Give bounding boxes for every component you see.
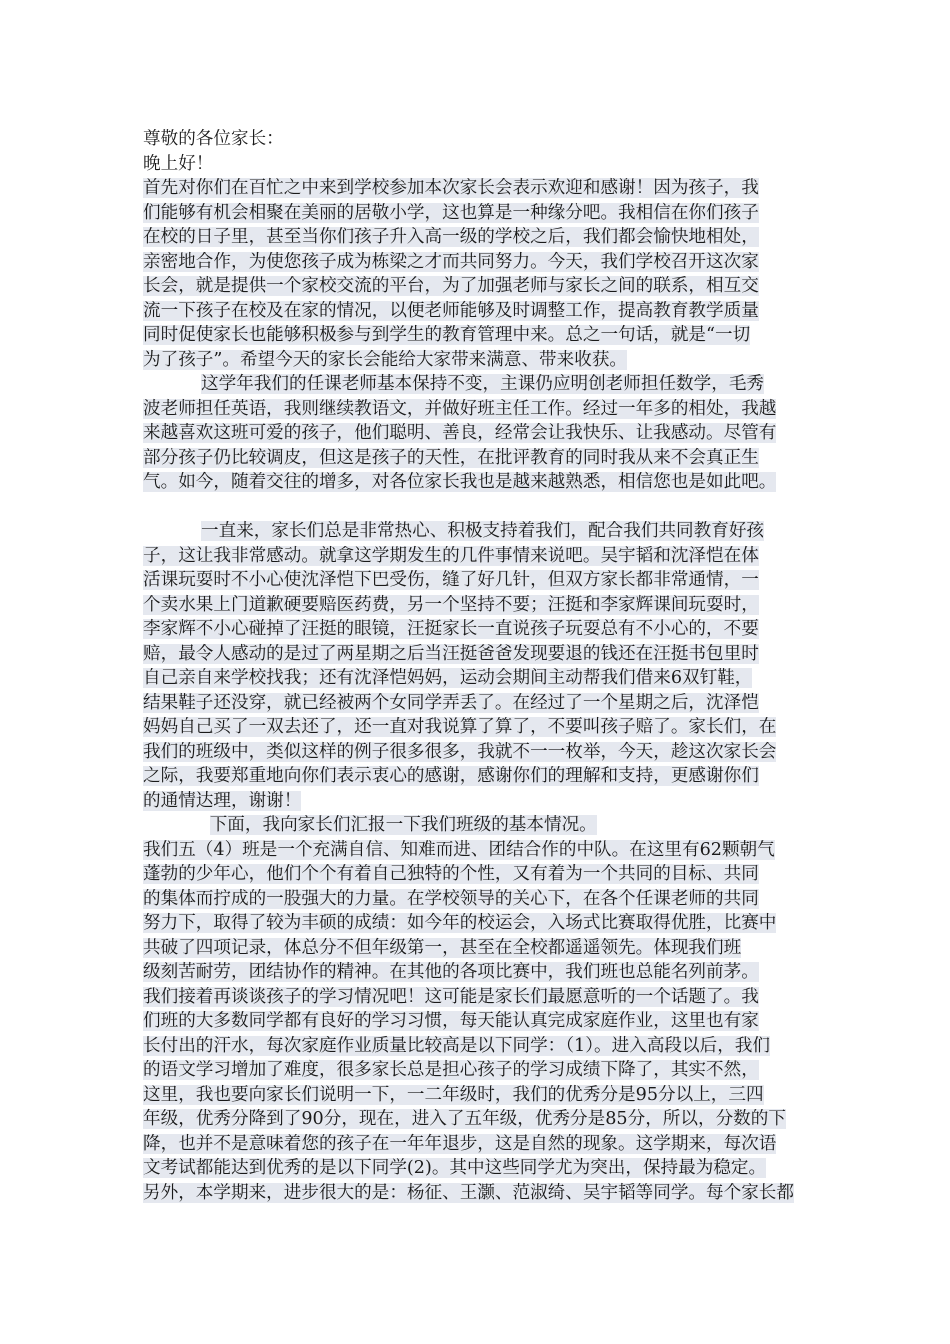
text-line <box>143 299 813 324</box>
text-line <box>143 813 813 838</box>
line-text: 长会，就是提供一个家校交流的平台，为了加强老师与家长之间的联系，相互交 <box>143 276 759 296</box>
text-line <box>143 740 813 765</box>
text-line <box>143 372 813 397</box>
line-text: 晚上好！ <box>143 153 214 174</box>
text-line <box>143 568 813 593</box>
line-text: 自己亲自来学校找我；还有沈泽恺妈妈，运动会期间主动帮我们借来6双钉鞋， <box>143 668 753 688</box>
text-line <box>143 1083 813 1108</box>
text-line <box>143 152 813 177</box>
line-text: 结果鞋子还没穿，就已经被两个女同学弄丢了。在经过了一个星期之后，沈泽恺 <box>143 692 759 713</box>
line-text: 妈妈自己买了一双去还了，还一直对我说算了算了，不要叫孩子赔了。家长们，在 <box>143 717 777 737</box>
text-line <box>143 936 813 961</box>
line-text: 们能够有机会相聚在美丽的居敬小学，这也算是一种缘分吧。我相信在你们孩子 <box>143 202 759 223</box>
line-text: 下面，我向家长们汇报一下我们班级的基本情况。 <box>209 815 597 835</box>
text-line <box>143 887 813 912</box>
text-line <box>143 201 813 226</box>
line-text: 来越喜欢这班可爱的孩子，他们聪明、善良，经常会让我快乐、让我感动。尽管有 <box>143 423 777 443</box>
text-line <box>143 274 813 299</box>
line-text: 子，这让我非常感动。就拿这学期发生的几件事情来说吧。吴宇韬和沈泽恺在体 <box>143 545 759 566</box>
line-text: 的语文学习增加了难度，很多家长总是担心孩子的学习成绩下降了，其实不然， <box>143 1060 759 1080</box>
text-line <box>143 225 813 250</box>
text-line <box>143 446 813 471</box>
line-text: 我们的班级中，类似这样的例子很多很多，我就不一一枚举，今天，趁这次家长会 <box>143 741 777 762</box>
text-line <box>143 127 813 152</box>
line-text: 努力下，取得了较为丰硕的成绩：如今年的校运会，入场式比赛取得优胜，比赛中 <box>143 913 777 933</box>
line-text: 一直来，家长们总是非常热心、积极支持着我们，配合我们共同教育好孩 <box>201 521 765 541</box>
line-text: 的通情达理，谢谢！ <box>143 790 302 811</box>
line-text: 为了孩子”。希望今天的家长会能给大家带来满意、带来收获。 <box>143 349 628 370</box>
text-line <box>143 397 813 422</box>
text-line <box>143 960 813 985</box>
text-line <box>143 1058 813 1083</box>
text-line <box>143 250 813 275</box>
line-text: 李家辉不小心碰掉了汪挺的眼镜，汪挺家长一直说孩子玩耍总有不小心的，不要 <box>143 619 759 639</box>
blank-line <box>143 495 813 520</box>
text-line <box>143 715 813 740</box>
line-text: 赔，最令人感动的是过了两星期之后当汪挺爸爸发现要退的钱还在汪挺书包里时 <box>143 643 759 664</box>
line-text: 气。如今，随着交往的增多，对各位家长我也是越来越熟悉，相信您也是如此吧。 <box>143 472 777 492</box>
text-line <box>143 1107 813 1132</box>
line-text: 之际，我要郑重地向你们表示衷心的感谢，感谢你们的理解和支持，更感谢你们 <box>143 766 759 786</box>
line-text: 尊敬的各位家长： <box>143 129 284 149</box>
line-text: 我们接着再谈谈孩子的学习情况吧！这可能是家长们最愿意听的一个话题了。我 <box>143 986 759 1007</box>
line-text: 同时促使家长也能够积极参与到学生的教育管理中来。总之一句话，就是“一切 <box>143 325 751 345</box>
line-text: 这里，我也要向家长们说明一下，一二年级时，我们的优秀分是95分以上，三四 <box>143 1084 764 1105</box>
line-text: 在校的日子里，甚至当你们孩子升入高一级的学校之后，我们都会愉快地相处， <box>143 227 759 247</box>
line-text: 级刻苦耐劳，团结协作的精神。在其他的各项比赛中，我们班也总能名列前茅。 <box>143 962 759 982</box>
line-text: 长付出的汗水，每次家庭作业质量比较高是以下同学：（1）。进入高段以后，我们 <box>143 1035 770 1056</box>
text-line <box>143 470 813 495</box>
text-line <box>143 911 813 936</box>
text-line <box>143 421 813 446</box>
line-text: 另外，本学期来，进步很大的是：杨征、王灏、范淑绮、吴宇韬等同学。每个家长都 <box>143 1182 794 1203</box>
text-line <box>143 789 813 814</box>
text-line <box>143 862 813 887</box>
line-text: 降，也并不是意味着您的孩子在一年年退步，这是自然的现象。这学期来，每次语 <box>143 1133 777 1154</box>
text-line <box>143 1132 813 1157</box>
text-line <box>143 593 813 618</box>
text-line <box>143 985 813 1010</box>
text-line <box>143 764 813 789</box>
line-text: 个卖水果上门道歉硬要赔医药费，另一个坚持不要；汪挺和李家辉课间玩耍时， <box>143 594 759 615</box>
text-line <box>143 838 813 863</box>
line-text: 们班的大多数同学都有良好的学习习惯，每天能认真完成家庭作业，这里也有家 <box>143 1011 759 1031</box>
line-text: 我们五（4）班是一个充满自信、知难而进、团结合作的中队。在这里有62颗朝气 <box>143 839 775 860</box>
text-line <box>143 1034 813 1059</box>
line-text: 蓬勃的少年心，他们个个有着自己独特的个性，又有着为一个共同的目标、共同 <box>143 864 759 884</box>
line-text: 部分孩子仍比较调皮，但这是孩子的天性，在批评教育的同时我从来不会真正生 <box>143 447 759 468</box>
line-text: 首先对你们在百忙之中来到学校参加本次家长会表示欢迎和感谢！因为孩子，我 <box>143 178 759 198</box>
text-line <box>143 1009 813 1034</box>
text-line <box>143 176 813 201</box>
line-text: 这学年我们的任课老师基本保持不变，主课仍应明创老师担任数学，毛秀 <box>201 374 765 394</box>
text-line <box>143 1156 813 1181</box>
text-line <box>143 323 813 348</box>
text-line <box>143 348 813 373</box>
text-line <box>143 1181 813 1206</box>
line-text: 亲密地合作，为使您孩子成为栋梁之才而共同努力。今天，我们学校召开这次家 <box>143 251 759 272</box>
line-text: 流一下孩子在校及在家的情况，以便老师能够及时调整工作，提高教育教学质量 <box>143 300 759 321</box>
text-line <box>143 691 813 716</box>
line-text: 年级，优秀分降到了90分，现在，进入了五年级，优秀分是85分，所以，分数的下 <box>143 1109 786 1129</box>
line-text: 的集体而拧成的一股强大的力量。在学校领导的关心下，在各个任课老师的共同 <box>143 888 759 909</box>
line-text: 共破了四项记录，体总分不但年级第一，甚至在全校都遥遥领先。体现我们班 <box>143 937 742 958</box>
line-text: 活课玩耍时不小心使沈泽恺下巴受伤，缝了好几针，但双方家长都非常通情，一 <box>143 570 759 590</box>
document-page <box>143 127 813 1205</box>
line-text: 波老师担任英语，我则继续教语文，并做好班主任工作。经过一年多的相处，我越 <box>143 398 777 419</box>
text-line <box>143 666 813 691</box>
text-line <box>143 519 813 544</box>
text-line <box>143 617 813 642</box>
text-line <box>143 642 813 667</box>
line-text: 文考试都能达到优秀的是以下同学(2)。其中这些同学尤为突出，保持最为稳定。 <box>143 1158 767 1178</box>
text-line <box>143 544 813 569</box>
